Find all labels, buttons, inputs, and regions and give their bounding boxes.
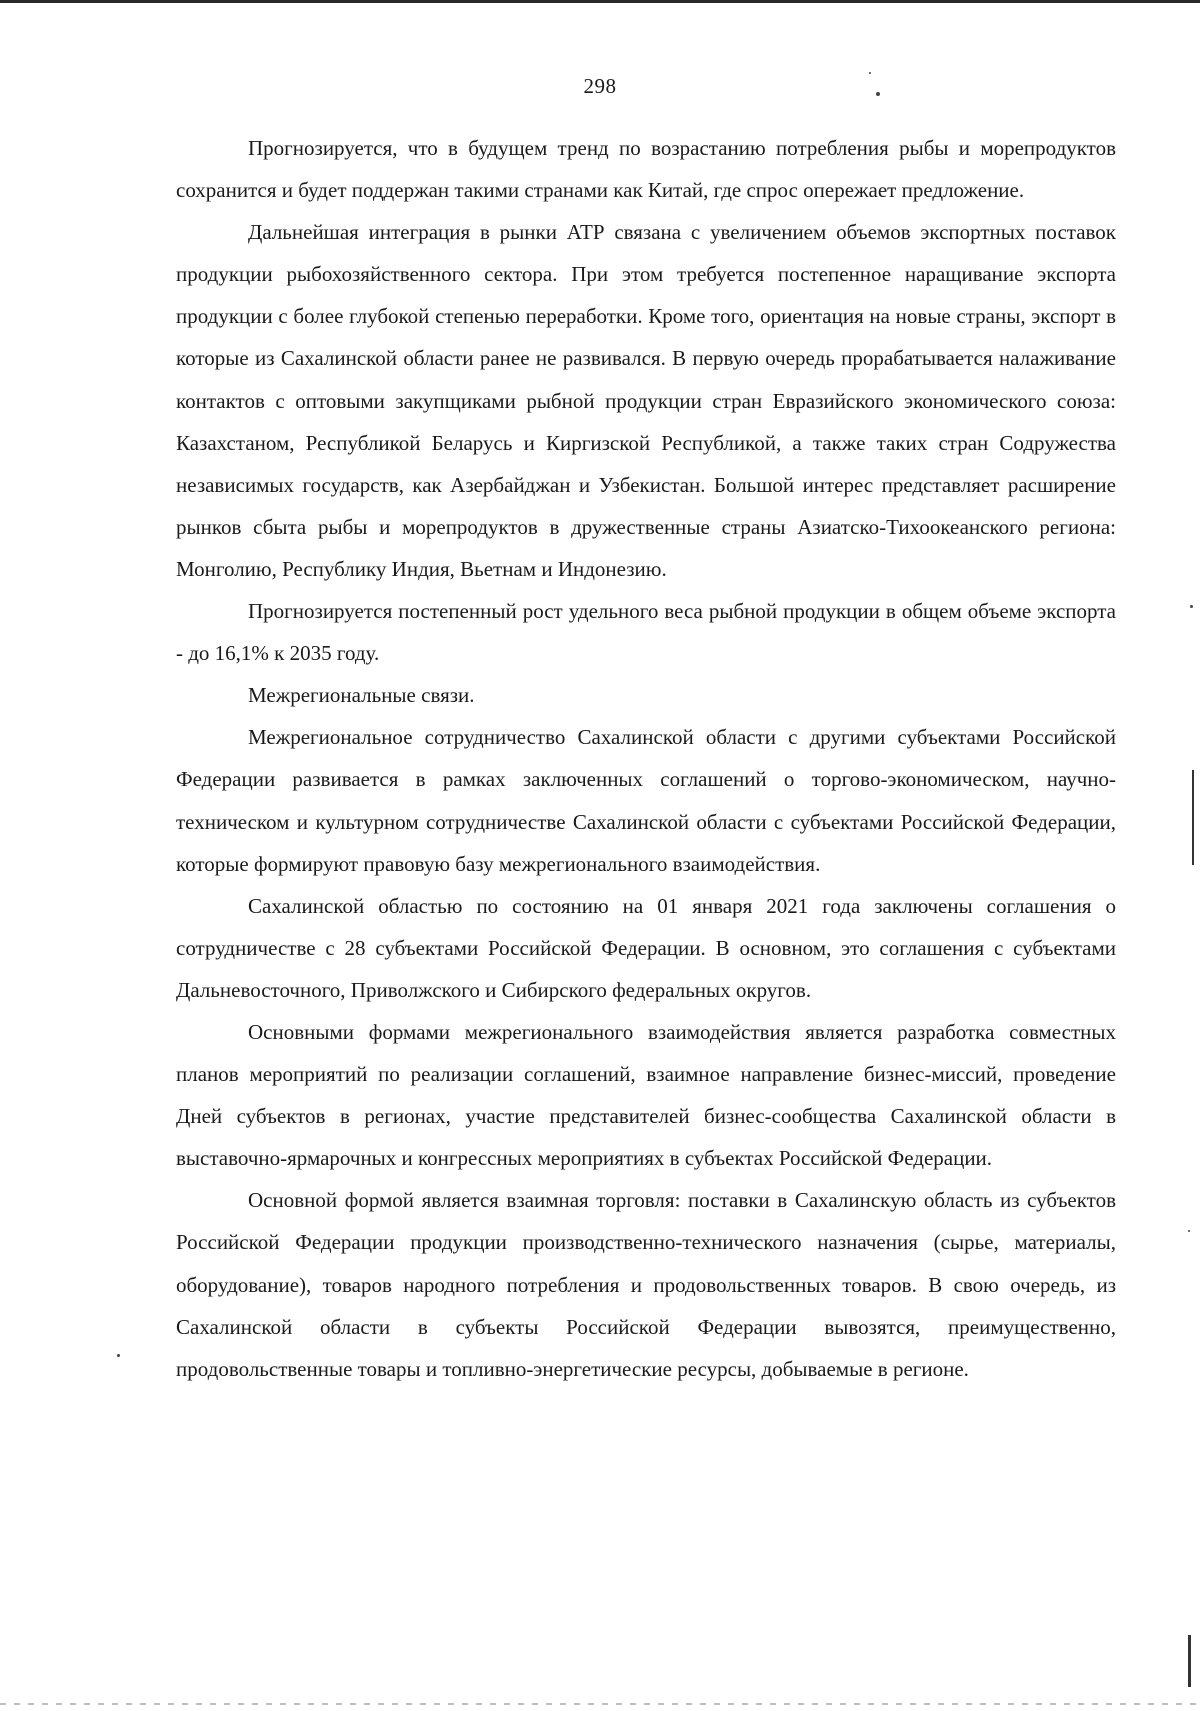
scan-top-edge xyxy=(0,0,1200,3)
scan-speck xyxy=(1188,1230,1190,1232)
scan-speck xyxy=(869,72,871,74)
scan-edge-mark xyxy=(1188,1635,1191,1687)
scan-bottom-edge xyxy=(0,1703,1200,1705)
paragraph-apr-integration: Дальнейшая интеграция в рынки АТР связана с увеличением объемов экспортных поставок продукции рыбохозяйственного сектора. При этом требуется постепенное наращивание экспорта продукции с более глубокой степенью переработки. Кроме того, ориентация на новые страны, экспорт в которые из Сахалинской области ранее не развивался. В первую очередь прорабатывается налаживание контактов с оптовыми закупщиками рыбной продукции стран Евразийского экономического союза: Казахстаном, Республикой Беларусь и Киргизской Республикой, а также таких стран Содружества независимых государств, как Азербайджан и Узбекистан. Большой интерес представляет расширение рынков сбыта рыбы и морепродуктов в дружественные страны Азиатско-Тихоокеанского региона: Монголию, Республику Индия, Вьетнам и Индонезию. xyxy=(176,220,1116,581)
scan-speck xyxy=(1190,605,1193,608)
paragraph-forms-of-interaction: Основными формами межрегионального взаимодействия является разработка совместных планов мероприятий по реализации соглашений, взаимное направление бизнес-миссий, проведение Дней субъектов в регионах, участие представителей бизнес-сообщества Сахалинской области в выставочно-ярмарочных и конгрессных мероприятиях в субъектах Российской Федерации. xyxy=(176,1019,1116,1171)
scan-speck xyxy=(117,1354,120,1357)
section-heading-interregional: Межрегиональные связи. xyxy=(248,683,475,708)
scan-edge-mark xyxy=(1192,770,1194,865)
paragraph-forecast-fish: Прогнозируется, что в будущем тренд по возрастанию потребления рыбы и морепродуктов сохранится и будет поддержан такими странами как Китай, где спрос опережает предложение. xyxy=(176,136,1116,203)
paragraph-export-share: Прогнозируется постепенный рост удельного веса рыбной продукции в общем объеме экспорта - до 16,1% к 2035 году. xyxy=(176,599,1116,666)
scan-speck xyxy=(876,92,880,96)
paragraph-mutual-trade: Основной формой является взаимная торговля: поставки в Сахалинскую область из субъектов Российской Федерации продукции производственно-технического назначения (сырье, материалы, оборудование), товаров народного потребления и продовольственных товаров. В свою очередь, из Сахалинской области в субъекты Российской Федерации вывозятся, преимущественно, продовольственные товары и топливно-энергетические ресурсы, добываемые в регионе. xyxy=(176,1188,1116,1381)
paragraph-interregional-cooperation: Межрегиональное сотрудничество Сахалинской области с другими субъектами Российской Федерации развивается в рамках заключенных соглашений о торгово-экономическом, научно-техническом и культурном сотрудничестве Сахалинской области с субъектами Российской Федерации, которые формируют правовую базу межрегионального взаимодействия. xyxy=(176,725,1116,876)
document-body xyxy=(176,127,1116,1390)
paragraph-agreements: Сахалинской областью по состоянию на 01 января 2021 года заключены соглашения о сотрудничестве с 28 субъектами Российской Федерации. В основном, это соглашения с субъектами Дальневосточного, Приволжского и Сибирского федеральных округов. xyxy=(176,893,1116,1002)
page-number: 298 xyxy=(583,74,617,98)
